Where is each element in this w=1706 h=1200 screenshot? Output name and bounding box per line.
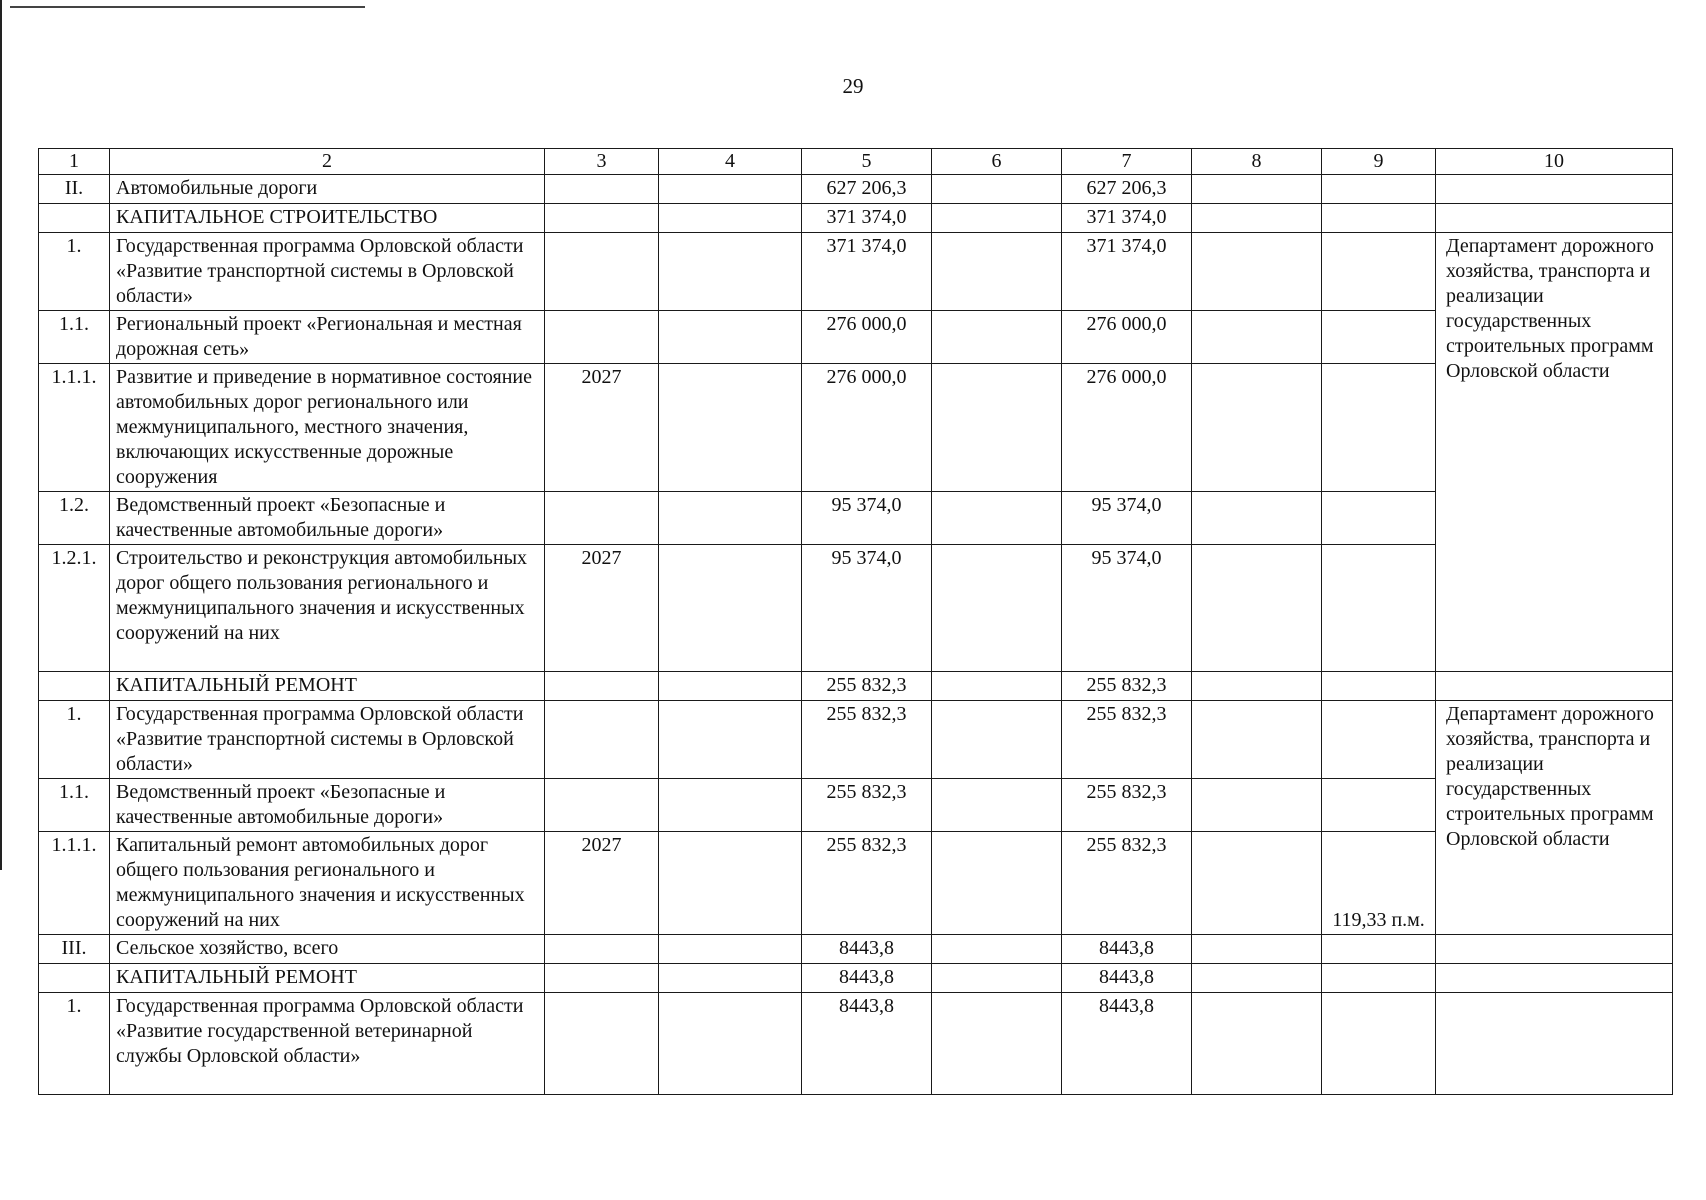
row-cell-8 bbox=[1192, 175, 1322, 204]
row-amount-5: 371 374,0 bbox=[802, 204, 932, 233]
row-amount-5: 276 000,0 bbox=[802, 311, 932, 364]
row-measure bbox=[1322, 204, 1436, 233]
row-measure bbox=[1322, 311, 1436, 364]
row-measure bbox=[1322, 364, 1436, 492]
row-number: 1. bbox=[39, 701, 110, 779]
row-measure bbox=[1322, 545, 1436, 672]
column-header: 1 bbox=[39, 149, 110, 175]
row-cell-4 bbox=[659, 204, 802, 233]
row-cell-6 bbox=[932, 175, 1062, 204]
row-amount-7: 8443,8 bbox=[1062, 935, 1192, 964]
table-row bbox=[39, 311, 1673, 364]
row-name: КАПИТАЛЬНЫЙ РЕМОНТ bbox=[110, 964, 545, 993]
row-name: КАПИТАЛЬНОЕ СТРОИТЕЛЬСТВО bbox=[110, 204, 545, 233]
row-amount-5: 8443,8 bbox=[802, 935, 932, 964]
column-header: 2 bbox=[110, 149, 545, 175]
row-year bbox=[545, 701, 659, 779]
row-year bbox=[545, 204, 659, 233]
row-amount-7: 95 374,0 bbox=[1062, 492, 1192, 545]
row-number: 1. bbox=[39, 233, 110, 311]
row-cell-8 bbox=[1192, 204, 1322, 233]
table-row bbox=[39, 964, 1673, 993]
row-amount-5: 276 000,0 bbox=[802, 364, 932, 492]
row-name: Строительство и реконструкция автомобильных дорог общего пользования регионального и межмуниципального значения и искусственных сооружений на них bbox=[110, 545, 545, 672]
row-number: 1.1.1. bbox=[39, 832, 110, 935]
row-name: Развитие и приведение в нормативное состояние автомобильных дорог регионального или межмуниципального, местного значения, включающих искусственные дорожные сооружения bbox=[110, 364, 545, 492]
row-year bbox=[545, 311, 659, 364]
row-name: Сельское хозяйство, всего bbox=[110, 935, 545, 964]
row-number: 1. bbox=[39, 993, 110, 1095]
row-cell-4 bbox=[659, 545, 802, 672]
row-amount-7: 255 832,3 bbox=[1062, 672, 1192, 701]
row-name: Государственная программа Орловской области «Развитие транспортной системы в Орловской области» bbox=[110, 233, 545, 311]
row-cell-8 bbox=[1192, 233, 1322, 311]
row-measure bbox=[1322, 964, 1436, 993]
row-cell-4 bbox=[659, 311, 802, 364]
row-cell-4 bbox=[659, 832, 802, 935]
row-cell-4 bbox=[659, 779, 802, 832]
row-number: 1.1.1. bbox=[39, 364, 110, 492]
row-name: Региональный проект «Региональная и местная дорожная сеть» bbox=[110, 311, 545, 364]
row-year bbox=[545, 672, 659, 701]
row-amount-5: 255 832,3 bbox=[802, 672, 932, 701]
row-name: КАПИТАЛЬНЫЙ РЕМОНТ bbox=[110, 672, 545, 701]
row-number: 1.1. bbox=[39, 779, 110, 832]
department-cell-empty bbox=[1436, 204, 1673, 233]
row-cell-8 bbox=[1192, 993, 1322, 1095]
table-row bbox=[39, 701, 1673, 779]
row-number: II. bbox=[39, 175, 110, 204]
row-cell-6 bbox=[932, 545, 1062, 672]
row-measure bbox=[1322, 672, 1436, 701]
scan-artifact-line bbox=[10, 6, 365, 8]
budget-table bbox=[38, 148, 1673, 1095]
row-amount-7: 276 000,0 bbox=[1062, 311, 1192, 364]
scan-edge bbox=[0, 0, 2, 870]
row-year bbox=[545, 935, 659, 964]
row-measure bbox=[1322, 935, 1436, 964]
row-number: 1.2.1. bbox=[39, 545, 110, 672]
row-number bbox=[39, 964, 110, 993]
column-header: 8 bbox=[1192, 149, 1322, 175]
table-row bbox=[39, 492, 1673, 545]
row-cell-4 bbox=[659, 701, 802, 779]
row-cell-4 bbox=[659, 672, 802, 701]
row-cell-8 bbox=[1192, 832, 1322, 935]
row-year bbox=[545, 964, 659, 993]
row-amount-7: 255 832,3 bbox=[1062, 832, 1192, 935]
row-cell-6 bbox=[932, 832, 1062, 935]
department-name: Департамент дорожного хозяйства, транспорта и реализации государственных строительных программ Орловской области bbox=[1446, 703, 1654, 850]
column-header: 10 bbox=[1436, 149, 1673, 175]
row-amount-7: 8443,8 bbox=[1062, 964, 1192, 993]
row-number bbox=[39, 672, 110, 701]
row-number bbox=[39, 204, 110, 233]
row-amount-5: 95 374,0 bbox=[802, 545, 932, 672]
row-measure bbox=[1322, 492, 1436, 545]
table-row bbox=[39, 175, 1673, 204]
row-number: 1.1. bbox=[39, 311, 110, 364]
row-cell-4 bbox=[659, 233, 802, 311]
column-header: 5 bbox=[802, 149, 932, 175]
row-measure bbox=[1322, 993, 1436, 1095]
row-name: Государственная программа Орловской области «Развитие транспортной системы в Орловской области» bbox=[110, 701, 545, 779]
row-name: Капитальный ремонт автомобильных дорог общего пользования регионального и межмуниципального значения и искусственных сооружений на них bbox=[110, 832, 545, 935]
row-cell-8 bbox=[1192, 364, 1322, 492]
table-row bbox=[39, 204, 1673, 233]
row-cell-4 bbox=[659, 935, 802, 964]
row-cell-6 bbox=[932, 492, 1062, 545]
row-amount-5: 255 832,3 bbox=[802, 701, 932, 779]
row-number: 1.2. bbox=[39, 492, 110, 545]
row-year: 2027 bbox=[545, 364, 659, 492]
column-header: 9 bbox=[1322, 149, 1436, 175]
row-cell-6 bbox=[932, 233, 1062, 311]
row-cell-8 bbox=[1192, 964, 1322, 993]
row-measure bbox=[1322, 175, 1436, 204]
row-year: 2027 bbox=[545, 545, 659, 672]
row-cell-8 bbox=[1192, 779, 1322, 832]
row-name: Автомобильные дороги bbox=[110, 175, 545, 204]
table-row bbox=[39, 993, 1673, 1095]
row-cell-4 bbox=[659, 492, 802, 545]
row-cell-6 bbox=[932, 311, 1062, 364]
row-cell-8 bbox=[1192, 311, 1322, 364]
row-amount-7: 8443,8 bbox=[1062, 993, 1192, 1095]
row-cell-8 bbox=[1192, 672, 1322, 701]
row-cell-6 bbox=[932, 993, 1062, 1095]
row-amount-5: 8443,8 bbox=[802, 964, 932, 993]
row-cell-4 bbox=[659, 993, 802, 1095]
row-year: 2027 bbox=[545, 832, 659, 935]
row-amount-7: 371 374,0 bbox=[1062, 233, 1192, 311]
department-cell-empty bbox=[1436, 964, 1673, 993]
row-year bbox=[545, 175, 659, 204]
department-cell-empty bbox=[1436, 175, 1673, 204]
row-amount-5: 371 374,0 bbox=[802, 233, 932, 311]
row-cell-6 bbox=[932, 204, 1062, 233]
column-header: 6 bbox=[932, 149, 1062, 175]
row-amount-7: 95 374,0 bbox=[1062, 545, 1192, 672]
column-header: 7 bbox=[1062, 149, 1192, 175]
responsible-department bbox=[1436, 233, 1673, 672]
department-cell-empty bbox=[1436, 993, 1673, 1095]
row-name: Ведомственный проект «Безопасные и качественные автомобильные дороги» bbox=[110, 779, 545, 832]
row-cell-6 bbox=[932, 779, 1062, 832]
row-year bbox=[545, 993, 659, 1095]
row-amount-7: 627 206,3 bbox=[1062, 175, 1192, 204]
row-number: III. bbox=[39, 935, 110, 964]
row-cell-8 bbox=[1192, 935, 1322, 964]
table-row bbox=[39, 779, 1673, 832]
row-cell-6 bbox=[932, 672, 1062, 701]
row-amount-7: 371 374,0 bbox=[1062, 204, 1192, 233]
table-row bbox=[39, 672, 1673, 701]
row-cell-4 bbox=[659, 175, 802, 204]
row-cell-8 bbox=[1192, 545, 1322, 672]
row-cell-4 bbox=[659, 364, 802, 492]
row-amount-5: 627 206,3 bbox=[802, 175, 932, 204]
table-row bbox=[39, 935, 1673, 964]
row-measure bbox=[1322, 233, 1436, 311]
department-cell-empty bbox=[1436, 935, 1673, 964]
row-cell-8 bbox=[1192, 492, 1322, 545]
department-name: Департамент дорожного хозяйства, транспорта и реализации государственных строительных программ Орловской области bbox=[1446, 235, 1654, 382]
row-amount-5: 95 374,0 bbox=[802, 492, 932, 545]
table-row bbox=[39, 832, 1673, 935]
table-row bbox=[39, 233, 1673, 311]
row-cell-6 bbox=[932, 701, 1062, 779]
table-row bbox=[39, 364, 1673, 492]
row-amount-5: 8443,8 bbox=[802, 993, 932, 1095]
column-header: 3 bbox=[545, 149, 659, 175]
row-cell-6 bbox=[932, 364, 1062, 492]
row-cell-8 bbox=[1192, 701, 1322, 779]
responsible-department bbox=[1436, 701, 1673, 935]
row-cell-4 bbox=[659, 964, 802, 993]
row-name: Ведомственный проект «Безопасные и качественные автомобильные дороги» bbox=[110, 492, 545, 545]
row-amount-5: 255 832,3 bbox=[802, 779, 932, 832]
row-year bbox=[545, 779, 659, 832]
row-cell-6 bbox=[932, 964, 1062, 993]
table-header-row bbox=[39, 149, 1673, 175]
row-measure bbox=[1322, 701, 1436, 779]
row-amount-7: 255 832,3 bbox=[1062, 701, 1192, 779]
row-amount-5: 255 832,3 bbox=[802, 832, 932, 935]
row-year bbox=[545, 233, 659, 311]
row-measure: 119,33 п.м. bbox=[1322, 832, 1436, 935]
row-amount-7: 255 832,3 bbox=[1062, 779, 1192, 832]
table-row bbox=[39, 545, 1673, 672]
row-name: Государственная программа Орловской области «Развитие государственной ветеринарной службы Орловской области» bbox=[110, 993, 545, 1095]
row-amount-7: 276 000,0 bbox=[1062, 364, 1192, 492]
page-number: 29 bbox=[842, 74, 864, 98]
row-year bbox=[545, 492, 659, 545]
column-header: 4 bbox=[659, 149, 802, 175]
row-cell-6 bbox=[932, 935, 1062, 964]
row-measure bbox=[1322, 779, 1436, 832]
department-cell-empty bbox=[1436, 672, 1673, 701]
